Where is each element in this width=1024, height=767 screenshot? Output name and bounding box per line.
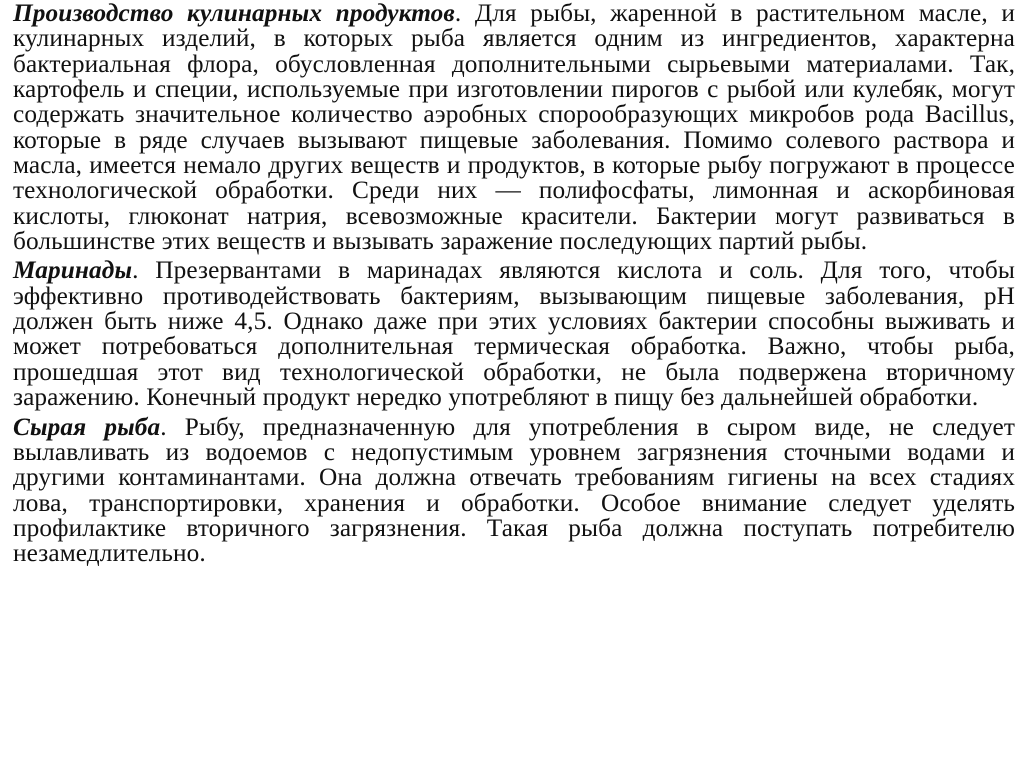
paragraph-text: . Для рыбы, жаренной в растительном масле, и кулинарных изделий, в которых рыба является одним из ингредиентов, характерна бактериальная флора, обусловленная дополнительными сырьевыми материалами. Так, картофель и специи, используемые при изготовлении пирогов с рыбой или кулебяк, могут содержать значительное количество аэробных спорообразующих микробов рода Bacillus, которые в ряде случаев вызывают пищевые заболевания. Помимо солевого раствора и масла, имеется немало других веществ и продуктов, в которые рыбу погружают в процессе технологической обработки. Среди них — полифосфаты, лимонная и аскорбиновая кислоты, глюконат натрия, всевозможные красители. Бактерии могут развиваться в большинстве этих веществ и вызывать заражение последующих партий рыбы. <box>13 0 1015 256</box>
paragraph-heading: Сырая рыба <box>13 412 161 441</box>
paragraph-raw-fish <box>13 412 1015 568</box>
paragraph-text: . Презервантами в маринадах являются кислота и соль. Для того, чтобы эффективно противодействовать бактериям, вызывающим пищевые заболевания, pH должен быть ниже 4,5. Однако даже при этих условиях бактерии способны выживать и может потребоваться дополнительная термическая обработка. Важно, чтобы рыба, прошедшая этот вид технологической обработки, не была подвержена вторичному заражению. Конечный продукт нередко употребляют в пищу без дальнейшей обработки. <box>13 256 1015 412</box>
paragraph-marinades <box>13 258 1015 410</box>
paragraph-heading: Маринады <box>13 256 133 285</box>
paragraph-heading: Производство кулинарных продуктов <box>13 0 455 27</box>
document-body <box>13 1 1015 571</box>
paragraph-text: . Рыбу, предназначенную для употребления в сыром виде, не следует вылавливать из водоемов с недопустимым уровнем загрязнения сточными водами и другими контаминантами. Она должна отвечать требованиям гигиены на всех стадиях лова, транспортировки, хранения и обработки. Особое внимание следует уделять профилактике вторичного загрязнения. Такая рыба должна поступать потребителю незамедлительно. <box>13 412 1015 568</box>
paragraph-culinary-products <box>13 1 1015 254</box>
